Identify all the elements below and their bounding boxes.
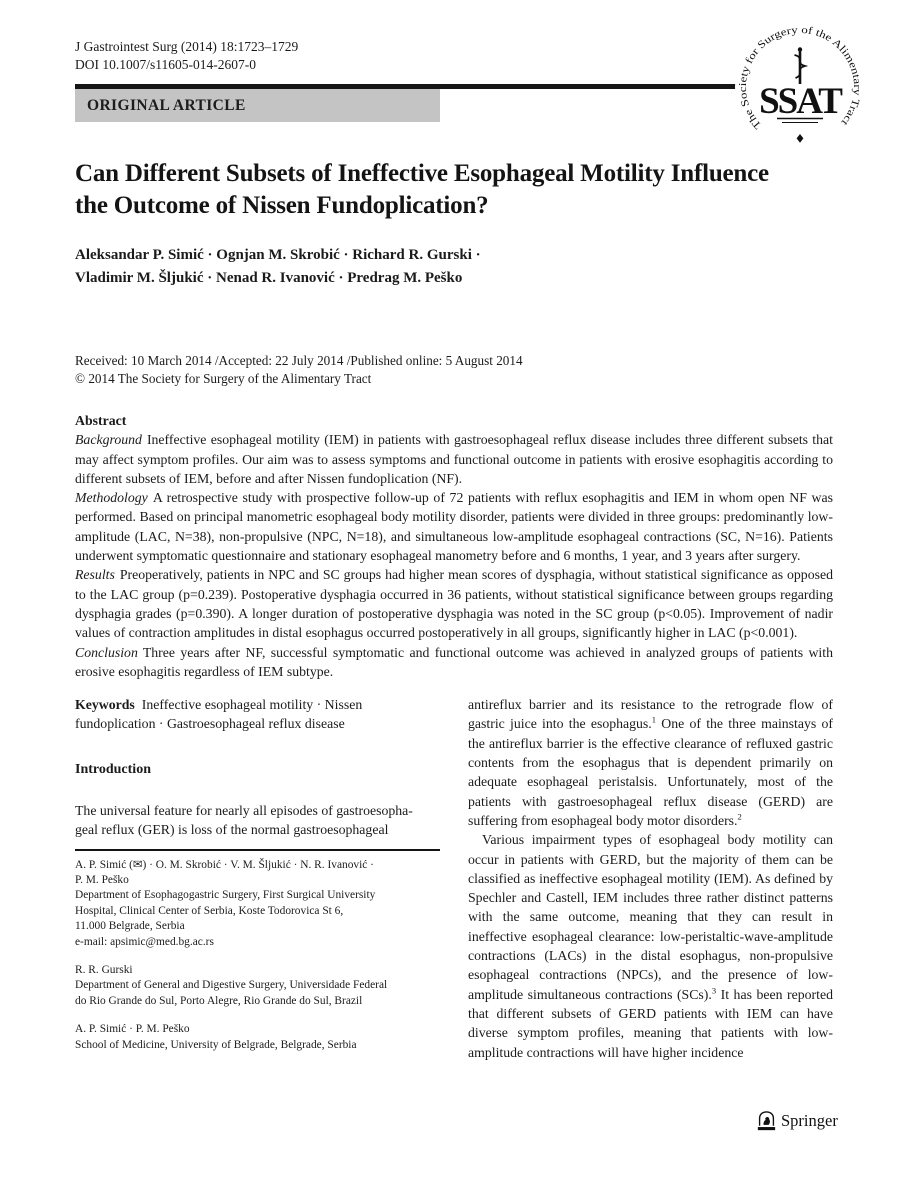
body-text: antireflux barrier and its resistance to the retrograde flow of gastric juice into the esophagus. (468, 697, 833, 732)
abstract-section (75, 411, 833, 681)
abstract-results-text: Preoperatively, patients in NPC and SC groups had higher mean scores of dysphagia, without statistical significance as opposed to the LAC group (p=0.239). Postoperative dysphagia occurred in 36 patients, without statistical significance between groups regarding dysphagia grades (p=0.390). A longer duration of postoperative dysphagia was noted in the SC group (p<0.05). Improvement of nadir values of contraction amplitudes in distal esophagus occurred postoperatively in all groups, significantly higher in LAC (p<0.001). (75, 567, 833, 641)
doi-line: DOI 10.1007/s11605-014-2607-0 (75, 57, 256, 72)
author-line1: Aleksandar P. Simić · Ognjan M. Skrobić · Richard R. Gurski · (75, 247, 481, 263)
journal-reference: J Gastrointest Surg (2014) 18:1723–1729 (75, 39, 299, 54)
copyright-line: © 2014 The Society for Surgery of the Alimentary Tract (75, 370, 372, 386)
ssat-logo-graphic (735, 22, 865, 152)
right-column (468, 695, 833, 1062)
keywords-line2: fundoplication · Gastroesophageal reflux disease (75, 716, 345, 732)
introduction-p1-line1: The universal feature for nearly all episodes of gastroesopha- (75, 803, 413, 819)
ssat-acronym: SSAT (759, 81, 841, 122)
introduction-paragraph (75, 801, 440, 840)
affiliation-block-2 (75, 963, 440, 1009)
footnote-line: do Rio Grande do Sul, Porto Alegre, Rio Grande do Sul, Brazil (75, 994, 363, 1007)
introduction-heading: Introduction (75, 761, 151, 777)
paper-title-line2: the Outcome of Nissen Fundoplication? (75, 192, 489, 219)
author-line2: Vladimir M. Šljukić · Nenad R. Ivanović · Predrag M. Peško (75, 270, 463, 286)
journal-header (75, 38, 833, 74)
keywords-label: Keywords (75, 697, 135, 713)
publication-dates (75, 352, 833, 387)
keywords-block (75, 695, 440, 734)
ssat-society-logo (735, 22, 865, 152)
abstract-results-label: Results (75, 567, 115, 583)
affiliation-block-1 (75, 858, 440, 950)
affiliation-block-3 (75, 1022, 440, 1053)
reference-superscript-1: 1 (651, 714, 657, 725)
keywords-line1: Ineffective esophageal motility · Nissen (141, 697, 363, 713)
footnote-line: 11.000 Belgrade, Serbia (75, 920, 185, 933)
abstract-results (75, 565, 833, 642)
intro-continuation-paragraph-1 (468, 695, 833, 830)
abstract-heading: Abstract (75, 413, 127, 428)
abstract-background-text: Ineffective esophageal motility (IEM) in patients with gastroesophageal reflux disease includes three different subsets that may affect symptom profiles. Our aim was to assess symptoms and functional outcome in patients with erosive esophagitis according to different subsets of IEM, before and after Nissen fundoplication (NF). (75, 432, 833, 486)
footnote-line: R. R. Gurski (75, 964, 133, 977)
footnote-line: School of Medicine, University of Belgrade, Belgrade, Serbia (75, 1038, 357, 1051)
footnote-line: A. P. Simić (✉) · O. M. Skrobić · V. M. Šljukić · N. R. Ivanović · (75, 858, 374, 871)
reference-superscript-2: 2 (737, 811, 742, 822)
ssat-ring-text: The Society for Surgery of the Alimentary Tract (737, 24, 863, 131)
springer-publisher-mark (757, 1110, 838, 1132)
paper-title-line1: Can Different Subsets of Ineffective Esophageal Motility Influence (75, 160, 769, 187)
abstract-background-label: Background (75, 432, 142, 448)
footnote-area (75, 849, 440, 1053)
abstract-background (75, 430, 833, 488)
two-column-body (75, 695, 833, 1062)
article-type-label: ORIGINAL ARTICLE (87, 96, 246, 114)
abstract-methodology (75, 488, 833, 565)
footnote-line: Hospital, Clinical Center of Serbia, Koste Todorovica St 6, (75, 904, 344, 917)
springer-label: Springer (781, 1111, 838, 1130)
left-column (75, 695, 440, 1062)
received-accepted-line: Received: 10 March 2014 /Accepted: 22 July 2014 /Published online: 5 August 2014 (75, 353, 523, 368)
asclepius-staff-icon (795, 47, 806, 84)
body-text: It has been reported that different subsets of GERD patients with IEM can have diverse symptom profiles, meaning that patients with low-amplitude contractions will have higher incidence (468, 986, 833, 1060)
body-text: Various impairment types of esophageal body motility can occur in patients with GERD, but the majority of them can be classified as ineffective esophageal motility (IEM). As defined by Spechler and Castell, IEM includes three rather distinct patterns with the same outcome, meaning that they can result in ineffective esophageal clearance: low-peristaltic-wave-amplitude contractions (LACs) in the distal esophagus, non-propulsive esophageal contractions (NPCs), and the presence of low-amplitude simultaneous contractions (SCs). (468, 832, 833, 1002)
ssat-diamond-ornament (797, 134, 804, 143)
footnote-line: Department of Esophagogastric Surgery, First Surgical University (75, 889, 376, 902)
abstract-conclusion-label: Conclusion (75, 644, 138, 660)
paper-title (75, 158, 833, 222)
corresponding-email-line: e-mail: apsimic@med.bg.ac.rs (75, 935, 214, 948)
springer-horse-icon (757, 1110, 776, 1132)
footnote-line: A. P. Simić · P. M. Peško (75, 1023, 190, 1036)
abstract-methodology-label: Methodology (75, 490, 148, 506)
reference-superscript-3: 3 (711, 985, 717, 996)
footnote-line: P. M. Peško (75, 874, 129, 887)
body-text: One of the three mainstays of the antireflux barrier is the effective clearance of refluxed gastric contents from the esophagus that is dependent primarily on adequate esophageal peristalsis. Unfortunately, most of the patients with gastroesophageal reflux disease (GERD) are suffering from esophageal body motor disorders. (468, 716, 833, 828)
abstract-conclusion-text: Three years after NF, successful symptomatic and functional outcome was achieved in analyzed groups of patients with erosive esophagitis regardless of IEM subtype. (75, 644, 833, 679)
author-list (75, 244, 833, 290)
abstract-methodology-text: A retrospective study with prospective follow-up of 72 patients with reflux esophagitis and IEM in whom open NF was performed. Based on principal manometric esophageal body motility disorder, patients were divided in three groups: predominantly low-amplitude (LAC, N=38), non-propulsive (NPC, N=18), and simultaneous low-amplitude esophageal contractions (SC, N=16). Patients underwent symptomatic questionnaire and stationary esophageal manometry before and 6 months, 1 year, and 3 years after surgery. (75, 490, 833, 564)
footnote-line: Department of General and Digestive Surgery, Universidade Federal (75, 979, 388, 992)
article-type-banner (75, 89, 440, 122)
intro-continuation-paragraph-2 (468, 830, 833, 1062)
abstract-conclusion (75, 643, 833, 682)
introduction-p1-line2: geal reflux (GER) is loss of the normal gastroesophageal (75, 822, 389, 838)
